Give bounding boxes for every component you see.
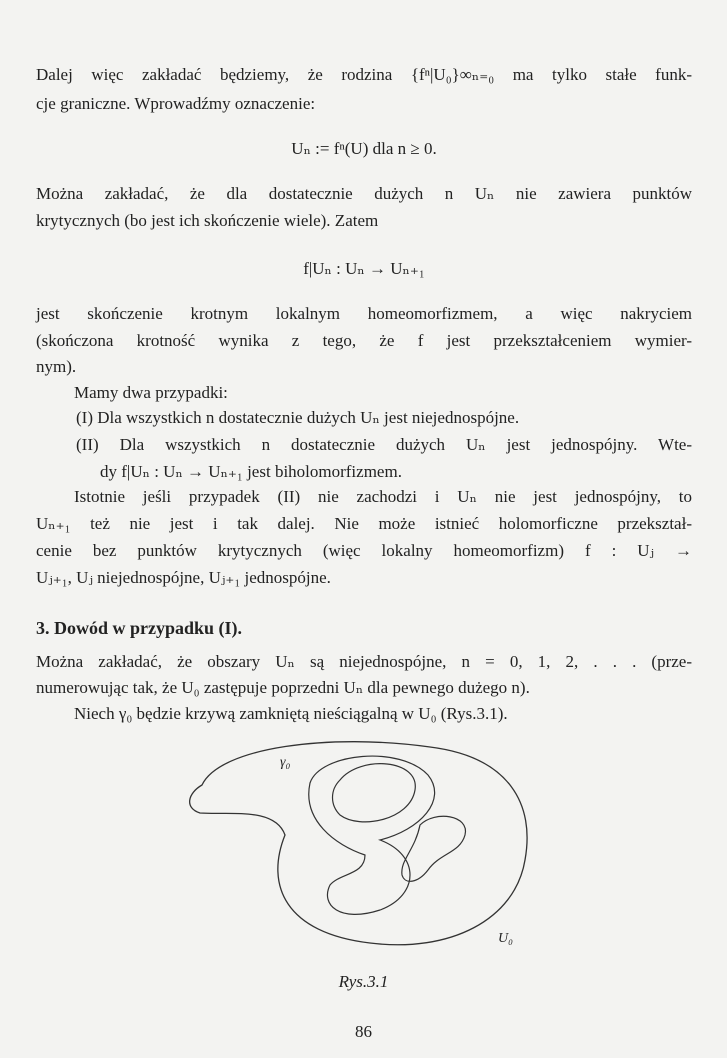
section-line1: Można zakładać, że obszary Uₙ są niejednospójne, n = 0, 1, 2, . . . (prze- [36, 652, 692, 671]
hole-upper [333, 764, 416, 822]
section-line2: numerowując tak, że U₀ zastępuje poprzedni Uₙ dla pewnego dużego n). [36, 678, 530, 697]
cases-intro: Mamy dwa przypadki: [74, 383, 228, 402]
paragraph4-line1: Istotnie jeśli przypadek (II) nie zachodzi i Uₙ nie jest jednospójny, to [74, 487, 692, 506]
paragraph2-line2: krytycznych (bo jest ich skończenie wiele). Zatem [36, 211, 379, 230]
domain-diagram [180, 735, 550, 955]
gamma-label: γ₀ [280, 755, 291, 770]
figure-caption: Rys.3.1 [338, 972, 389, 991]
section-line3: Niech γ₀ będzie krzywą zamkniętą nieściągalną w U₀ (Rys.3.1). [74, 704, 508, 723]
page-number: 86 [355, 1022, 372, 1041]
formula-restriction-map: f|Uₙ : Uₙ → Uₙ₊₁ [303, 259, 425, 278]
paragraph4-line2: Uₙ₊₁ też nie jest i tak dalej. Nie może istnieć holomorficzne przekształ- [36, 514, 692, 533]
paragraph2-line1: Można zakładać, że dla dostatecznie dużych n Uₙ nie zawiera punktów [36, 184, 692, 203]
paragraph1-line2: cje graniczne. Wprowadźmy oznaczenie: [36, 94, 316, 113]
domain-label: U₀ [498, 931, 513, 946]
figure-rys-3-1 [180, 735, 550, 955]
paragraph3-line3: nym). [36, 357, 77, 376]
paragraph1-line1: Dalej więc zakładać będziemy, że rodzina {fⁿ|U₀}∞ₙ₌₀ ma tylko stałe funk- [36, 65, 692, 84]
hole-lower [402, 816, 466, 881]
paragraph3-line2: (skończona krotność wynika z tego, że f jest przekształceniem wymier- [36, 331, 692, 350]
gamma-curve [309, 756, 435, 914]
paragraph4-line4: Uⱼ₊₁, Uⱼ niejednospójne, Uⱼ₊₁ jednospójne. [36, 568, 331, 587]
formula-un-definition: Uₙ := fⁿ(U) dla n ≥ 0. [291, 139, 437, 158]
case-two-line2: dy f|Uₙ : Uₙ → Uₙ₊₁ jest biholomorfizmem. [100, 462, 402, 481]
case-one: (I) Dla wszystkich n dostatecznie dużych Uₙ jest niejednospójne. [76, 408, 520, 427]
paragraph4-line3: cenie bez punktów krytycznych (więc lokalny homeomorfizm) f : Uⱼ → [36, 541, 692, 560]
paragraph3-line1: jest skończenie krotnym lokalnym homeomorfizmem, a więc nakryciem [36, 304, 692, 323]
case-two-line1: (II) Dla wszystkich n dostatecznie dużych Uₙ jest jednospójny. Wte- [76, 435, 692, 454]
section-heading: 3. Dowód w przypadku (I). [36, 618, 243, 638]
